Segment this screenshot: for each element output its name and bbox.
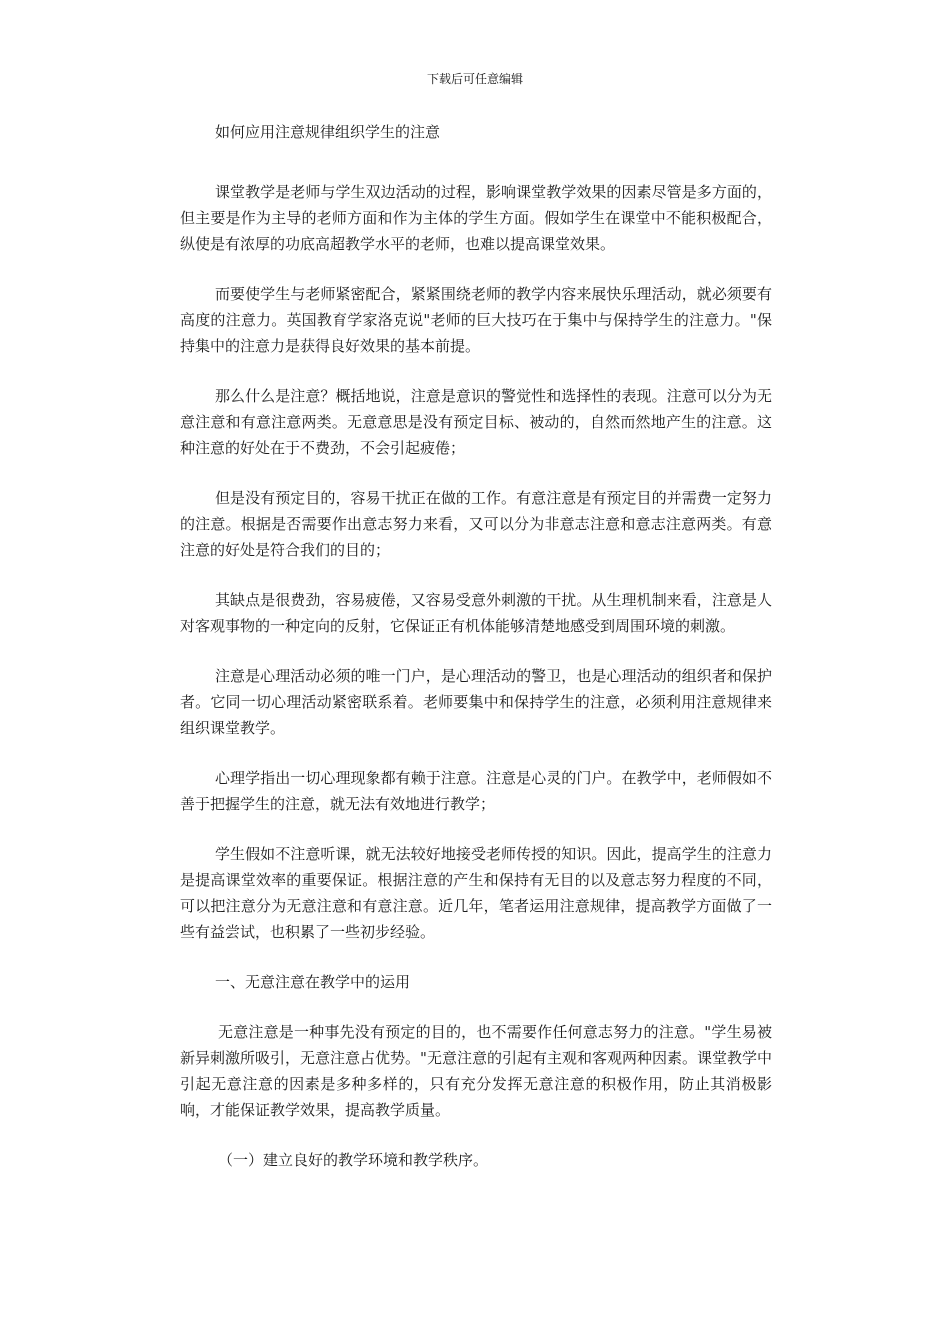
document-title: 如何应用注意规律组织学生的注意: [215, 123, 441, 141]
paragraph: 课堂教学是老师与学生双边活动的过程，影响课堂教学效果的因素尽管是多方面的，但主要是作为主导的老师方面和作为主体的学生方面。假如学生在课堂中不能积极配合，纵使是有浓厚的功底高超教学水平的老师，也难以提高课堂效果。: [180, 183, 772, 253]
section-paragraph: 无意注意是一种事先没有预定的目的，也不需要作任何意志努力的注意。"学生易被新异刺激所吸引，无意注意占优势。"无意注意的引起有主观和客观两种因素。课堂教学中引起无意注意的因素是多种多样的，只有充分发挥无意注意的积极作用，防止其消极影响，才能保证教学效果，提高教学质量。: [180, 1023, 772, 1119]
subsection-heading: （一）建立良好的教学环境和教学秩序。: [218, 1151, 489, 1169]
paragraph: 但是没有预定目的，容易干扰正在做的工作。有意注意是有预定目的并需费一定努力的注意。根据是否需要作出意志努力来看，又可以分为非意志注意和意志注意两类。有意注意的好处是符合我们的目的；: [180, 489, 772, 559]
paragraph: 那么什么是注意？概括地说，注意是意识的警觉性和选择性的表现。注意可以分为无意注意和有意注意两类。无意意思是没有预定目标、被动的，自然而然地产生的注意。这种注意的好处在于不费劲，不会引起疲倦；: [180, 387, 772, 457]
document-body: [180, 119, 772, 1197]
page-header-note: 下载后可任意编辑: [426, 72, 523, 86]
paragraph: 而要使学生与老师紧密配合，紧紧围绕老师的教学内容来展快乐理活动，就必须要有高度的注意力。英国教育学家洛克说"老师的巨大技巧在于集中与保持学生的注意力。"保持集中的注意力是获得良好效果的基本前提。: [180, 285, 772, 355]
paragraph: 注意是心理活动必须的唯一门户，是心理活动的警卫，也是心理活动的组织者和保护者。它同一切心理活动紧密联系着。老师要集中和保持学生的注意，必须利用注意规律来组织课堂教学。: [180, 667, 772, 737]
paragraph: 学生假如不注意听课，就无法较好地接受老师传授的知识。因此，提高学生的注意力是提高课堂效率的重要保证。根据注意的产生和保持有无目的以及意志努力程度的不同，可以把注意分为无意注意和有意注意。近几年，笔者运用注意规律，提高教学方面做了一些有益尝试，也积累了一些初步经验。: [180, 845, 772, 941]
section-heading: 一、无意注意在教学中的运用: [215, 973, 411, 991]
paragraph: 心理学指出一切心理现象都有赖于注意。注意是心灵的门户。在教学中，老师假如不善于把握学生的注意，就无法有效地进行教学；: [180, 769, 772, 813]
paragraph: 其缺点是很费劲，容易疲倦，又容易受意外刺激的干扰。从生理机制来看，注意是人对客观事物的一种定向的反射，它保证正有机体能够清楚地感受到周围环境的刺激。: [180, 591, 772, 635]
